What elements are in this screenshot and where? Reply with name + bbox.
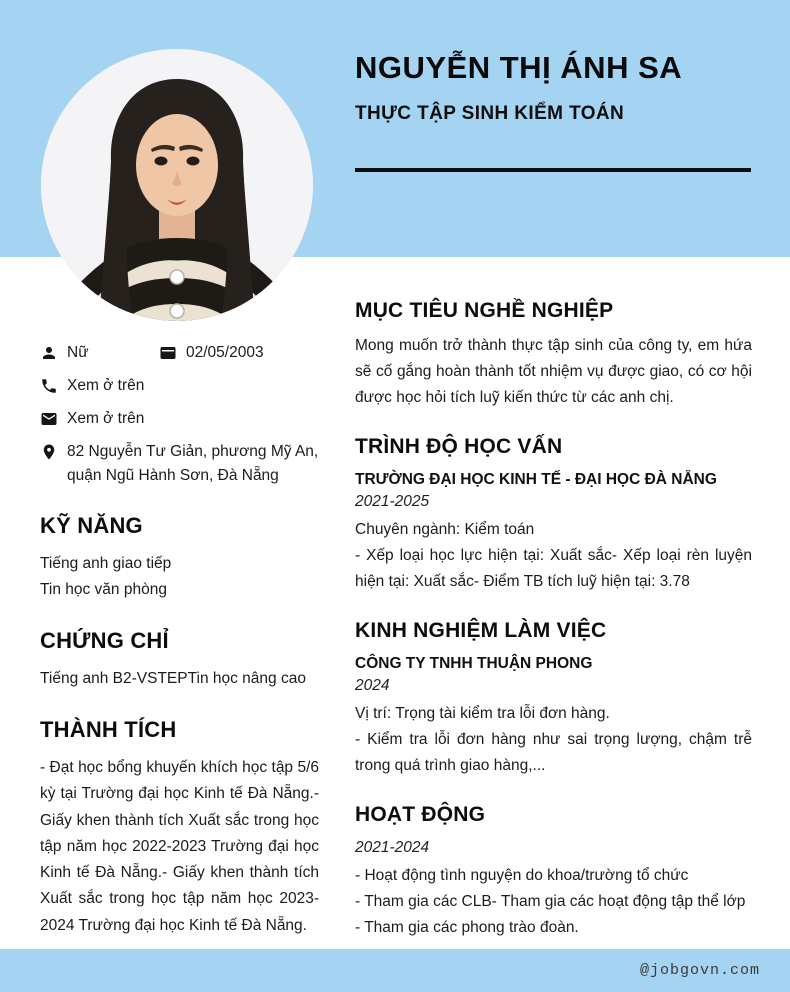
gender-birthdate-row [40, 341, 319, 365]
activity-line: - Tham gia các CLB- Tham gia các hoạt động tập thể lớp [355, 893, 746, 910]
address-row [40, 440, 319, 488]
experience-section [355, 619, 752, 779]
activity-line: - Tham gia các phong trào đoàn. [355, 919, 579, 936]
achievements-paragraph: - Đạt học bổng khuyến khích học tập 5/6 kỳ tại Trường đại học Kinh tế Đà Nẵng.- Giấy khen thành tích Xuất sắc trong học tập năm học 2022-2023 Trường đại học Kinh tế Đà Nẵng.- Giấy khen thành tích Xuất sắc trong học tập năm học 2023-2024 Trường đại học Kinh tế Đà Nẵng. [40, 759, 319, 934]
education-school: TRƯỜNG ĐẠI HỌC KINH TẾ - ĐẠI HỌC ĐÀ NẴNG [355, 471, 717, 488]
objective-paragraph: Mong muốn trở thành thực tập sinh của công ty, em hứa sẽ cố gắng hoàn thành tốt nhiệm vụ được giao, có cơ hội được học hỏi tích luỹ kiến thức từ các anh chị. [355, 337, 752, 406]
header-text-block [355, 50, 765, 125]
achievements-heading: THÀNH TÍCH [40, 717, 177, 742]
objective-section [355, 299, 752, 411]
phone-row [40, 374, 319, 398]
certificates-heading: CHỨNG CHỈ [40, 628, 169, 653]
skills-heading: KỸ NĂNG [40, 513, 143, 538]
person-icon [40, 344, 58, 362]
education-period: 2021-2025 [355, 493, 430, 510]
calendar-icon [159, 344, 177, 362]
email-icon [40, 410, 58, 428]
portrait-illustration [41, 49, 313, 321]
phone-value: Xem ở trên [67, 377, 145, 394]
footer-bar [0, 949, 790, 992]
location-icon [40, 443, 58, 461]
objective-heading: MỤC TIÊU NGHỀ NGHIỆP [355, 299, 614, 322]
header-divider [355, 168, 751, 172]
address-value: 82 Nguyễn Tư Giản, phương Mỹ An, quận Ngũ Hành Sơn, Đà Nẵng [67, 443, 319, 484]
activities-heading: HOẠT ĐỘNG [355, 803, 486, 826]
experience-company: CÔNG TY TNHH THUẬN PHONG [355, 655, 593, 672]
right-column [355, 299, 752, 965]
profile-photo [41, 49, 313, 321]
gender-value: Nữ [67, 344, 89, 361]
certificate-item: Tiếng anh B2-VSTEPTin học nâng cao [40, 670, 306, 687]
education-section [355, 435, 752, 595]
skill-item: Tiếng anh giao tiếp [40, 555, 172, 572]
education-line: - Xếp loại học lực hiện tại: Xuất sắc- Xếp loại rèn luyện hiện tại: Xuất sắc- Điểm TB tích luỹ hiện tại: 3.78 [355, 547, 752, 590]
email-row [40, 407, 319, 431]
phone-icon [40, 377, 58, 395]
birthdate-value: 02/05/2003 [186, 344, 264, 361]
activity-line: - Hoạt động tình nguyện do khoa/trường tổ chức [355, 867, 689, 884]
birthdate-pair [159, 341, 264, 365]
experience-line: - Kiểm tra lỗi đơn hàng như sai trọng lượng, chậm trễ trong quá trình giao hàng,... [355, 731, 752, 774]
candidate-name: NGUYỄN THỊ ÁNH SA [355, 50, 683, 85]
education-line: Chuyên ngành: Kiểm toán [355, 521, 535, 538]
experience-period: 2024 [355, 677, 390, 694]
education-heading: TRÌNH ĐỘ HỌC VẤN [355, 435, 563, 458]
left-column [40, 341, 319, 939]
activities-period: 2021-2024 [355, 839, 430, 856]
gender-pair [40, 341, 150, 365]
skill-item: Tin học văn phòng [40, 581, 167, 598]
activities-section [355, 803, 752, 941]
job-title: THỰC TẬP SINH KIỂM TOÁN [355, 102, 625, 124]
email-value: Xem ở trên [67, 410, 145, 427]
watermark-text: @jobgovn.com [639, 962, 760, 979]
experience-line: Vị trí: Trọng tài kiểm tra lỗi đơn hàng. [355, 705, 610, 722]
experience-heading: KINH NGHIỆM LÀM VIỆC [355, 619, 607, 642]
